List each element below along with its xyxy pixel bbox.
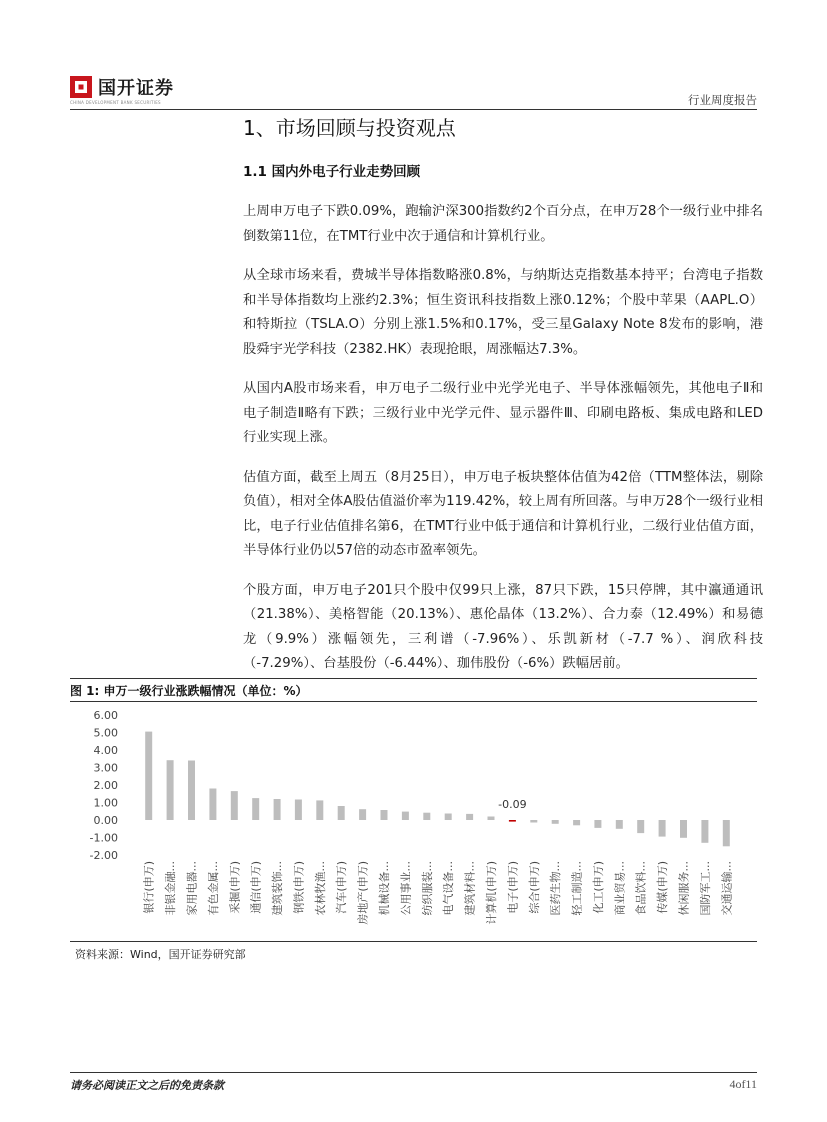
bar [316, 800, 323, 820]
disclaimer-note: 请务必阅读正文之后的免责条款 [70, 1079, 224, 1092]
x-tick-label: 食品饮料... [634, 861, 648, 916]
paragraph-stocks: 个股方面，申万电子201只个股中仅99只上涨，87只下跌，15只停牌，其中瀛通通讯（21.38%）、美格智能（20.13%）、惠伦晶体（13.2%）、合力泰（12.49%）和易德龙（9.9%）涨幅领先，三利谱（-7.96%）、乐凯新材（-7.7 %）、润欣科技（-7.29%）、台基股份（-6.44%）、珈伟股份（-6%）跌幅居前。 [243, 582, 763, 671]
x-tick-label: 钢铁(申万) [292, 861, 306, 914]
y-axis [90, 709, 118, 862]
footer-divider [70, 1072, 757, 1073]
bar [509, 820, 516, 822]
header-divider [70, 109, 757, 110]
figure-title: 图 1: 申万一级行业涨跌幅情况（单位：%） [70, 684, 308, 698]
x-tick-label: 轻工制造... [570, 861, 584, 916]
x-tick-label: 综合(申万) [527, 861, 541, 914]
x-tick-label: 传媒(申万) [656, 861, 670, 914]
bar [188, 761, 195, 821]
section-subtitle: 1.1 国内外电子行业走势回顾 [243, 164, 421, 180]
x-tick-label: 医药生物... [549, 861, 563, 916]
y-tick-label: 6.00 [93, 709, 118, 722]
bar [274, 799, 281, 820]
figure-bottom-rule [70, 941, 757, 942]
body-text [243, 200, 763, 692]
bar [423, 813, 430, 820]
bar [445, 814, 452, 821]
x-tick-label: 采掘(申万) [228, 861, 242, 914]
figure-title-rule [70, 701, 757, 702]
x-tick-label: 非银金融... [164, 861, 178, 916]
page-number: 4of11 [729, 1077, 757, 1091]
x-tick-label: 电子(申万) [506, 861, 520, 914]
y-tick-label: 0.00 [93, 814, 118, 827]
bar [231, 791, 238, 820]
bar [637, 820, 644, 833]
paragraph-a-share-market: 从国内A股市场来看，申万电子二级行业中光学光电子、半导体涨幅领先，其他电子Ⅱ和电子制造Ⅱ略有下跌；三级行业中光学元件、显示器件Ⅲ、印刷电路板、集成电路和LED行业实现上涨。 [243, 381, 763, 445]
bar [209, 789, 216, 821]
bar [530, 820, 537, 823]
x-tick-label: 房地产(申万) [356, 861, 370, 925]
bar [573, 820, 580, 825]
bar [402, 812, 409, 820]
x-tick-label: 交通运输... [720, 861, 734, 916]
y-tick-label: 5.00 [93, 726, 118, 740]
highlight-data-label: -0.09 [498, 798, 527, 811]
x-axis [142, 861, 734, 925]
x-tick-label: 商业贸易... [613, 861, 627, 916]
x-tick-label: 农林牧渔... [313, 861, 327, 916]
logo-icon [70, 76, 92, 98]
y-tick-label: 1.00 [93, 796, 118, 810]
industry-return-chart [70, 705, 757, 940]
report-type: 行业周度报告 [688, 93, 757, 107]
bar [680, 820, 687, 838]
bar [701, 820, 708, 843]
bar [167, 760, 174, 820]
figure-top-rule [70, 678, 757, 679]
bar [145, 732, 152, 820]
brand-subtitle: CHINA DEVELOPMENT BANK SECURITIES [70, 100, 161, 105]
x-tick-label: 建筑材料... [463, 861, 477, 916]
x-tick-label: 汽车(申万) [335, 861, 349, 914]
brand-name: 国开证券 [98, 78, 174, 99]
figure-source: 资料来源：Wind，国开证券研究部 [75, 948, 246, 961]
paragraph-valuation: 估值方面，截至上周五（8月25日），申万电子板块整体估值为42倍（TTM整体法，剔除负值），相对全体A股估值溢价率为119.42%，较上周有所回落。与申万28个一级行业相比，电子行业估值排名第6，在TMT行业中低于通信和计算机行业，二级行业估值方面，半导体行业仍以57倍的动态市盈率领先。 [243, 469, 763, 558]
bar [723, 820, 730, 846]
x-tick-label: 国防军工... [698, 861, 712, 916]
x-tick-label: 建筑装饰... [271, 861, 285, 916]
bar [616, 820, 623, 829]
x-tick-label: 公用事业... [399, 861, 413, 916]
x-tick-label: 化工(申万) [591, 861, 605, 914]
bar [295, 800, 302, 821]
x-tick-label: 计算机(申万) [485, 861, 498, 925]
bar [381, 810, 388, 820]
x-tick-label: 休闲服务... [677, 861, 691, 916]
x-tick-label: 纺织服装... [420, 861, 434, 916]
bar [594, 820, 601, 828]
bar [488, 817, 495, 821]
y-tick-label: -1.00 [89, 831, 118, 845]
section-title: 1、市场回顾与投资观点 [243, 116, 456, 140]
y-tick-label: 3.00 [93, 761, 118, 775]
y-tick-label: -2.00 [89, 849, 118, 862]
x-tick-label: 银行(申万) [142, 861, 156, 914]
y-tick-label: 4.00 [93, 744, 118, 757]
bar [659, 820, 666, 837]
x-tick-label: 有色金属... [206, 861, 220, 916]
bar-series [145, 732, 730, 847]
x-tick-label: 电气设备... [442, 861, 456, 916]
bar [552, 820, 559, 824]
paragraph-overview: 上周申万电子下跌0.09%，跑输沪深300指数约2个百分点，在申万28个一级行业中排名倒数第11位，在TMT行业中次于通信和计算机行业。 [243, 204, 763, 244]
bar [466, 814, 473, 820]
y-tick-label: 2.00 [93, 779, 118, 792]
x-tick-label: 通信(申万) [249, 861, 263, 914]
bar [252, 798, 259, 820]
bar [338, 806, 345, 820]
x-tick-label: 机械设备... [378, 861, 391, 916]
paragraph-global-market: 从全球市场来看，费城半导体指数略涨0.8%，与纳斯达克指数基本持平；台湾电子指数和半导体指数均上涨约2.3%；恒生资讯科技指数上涨0.12%；个股中苹果（AAPL.O）和特斯拉（TSLA.O）分别上涨1.5%和0.17%，受三星Galaxy Note 8发布的影响，港股舜宇光学科技（2382.HK）表现抢眼，周涨幅达7.3%。 [243, 268, 763, 357]
x-tick-label: 家用电器... [185, 861, 199, 916]
bar [359, 809, 366, 820]
